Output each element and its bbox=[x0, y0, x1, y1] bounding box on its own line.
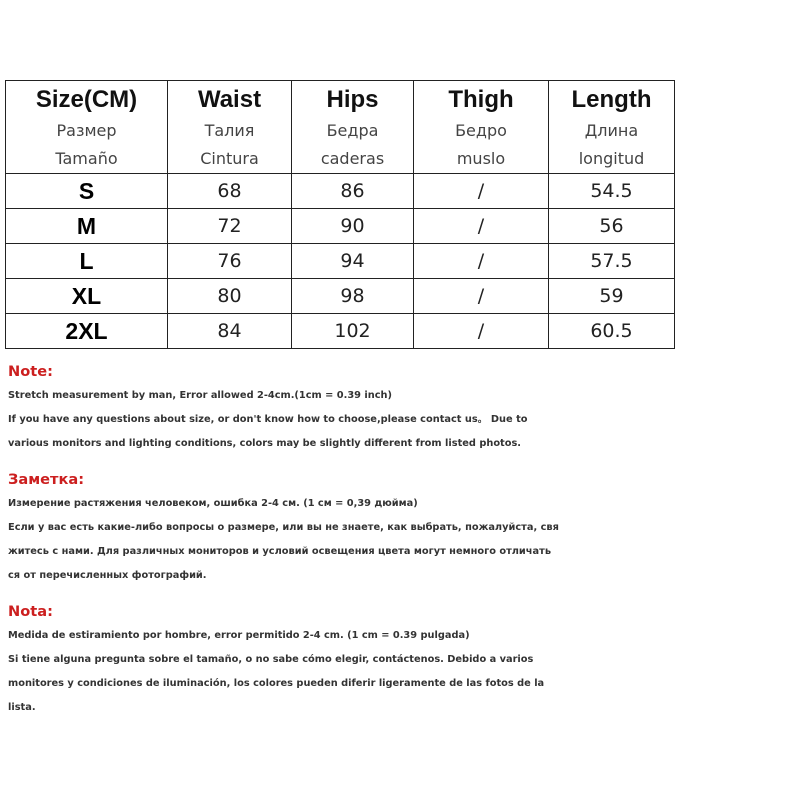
thigh-cell: / bbox=[414, 314, 549, 349]
note-russian bbox=[8, 468, 798, 588]
length-cell: 54.5 bbox=[549, 174, 675, 209]
waist-cell: 72 bbox=[168, 209, 292, 244]
size-cell: S bbox=[6, 174, 168, 209]
header-label-es: Tamaño bbox=[55, 149, 118, 168]
header-label: Thigh bbox=[448, 86, 514, 113]
note-line: ся от перечисленных фотографий. bbox=[8, 570, 207, 581]
note-line: monitores y condiciones de iluminación, los colores pueden diferir ligeramente de las fotos de la bbox=[8, 678, 545, 689]
header-label: Length bbox=[571, 86, 652, 113]
header-label-es: muslo bbox=[456, 149, 506, 168]
table-row bbox=[6, 314, 675, 349]
note-line: various monitors and lighting conditions, colors may be slightly different from listed photos. bbox=[8, 438, 522, 449]
size-chart-table bbox=[5, 80, 675, 349]
header-label-ru: Размер bbox=[56, 121, 117, 140]
length-cell: 60.5 bbox=[549, 314, 675, 349]
table-row bbox=[6, 244, 675, 279]
header-label-es: longitud bbox=[578, 149, 645, 168]
header-length bbox=[549, 81, 675, 174]
size-cell: M bbox=[6, 209, 168, 244]
notes-section bbox=[8, 360, 798, 732]
header-label: Waist bbox=[197, 86, 262, 113]
header-hips bbox=[292, 81, 414, 174]
header-label-ru: Бедра bbox=[326, 121, 379, 140]
header-label-es: caderas bbox=[320, 149, 385, 168]
hips-cell: 90 bbox=[292, 209, 414, 244]
hips-cell: 98 bbox=[292, 279, 414, 314]
note-line: Medida de estiramiento por hombre, error permitido 2-4 cm. (1 cm = 0.39 pulgada) bbox=[8, 630, 470, 641]
thigh-cell: / bbox=[414, 174, 549, 209]
note-line: Stretch measurement by man, Error allowed 2-4cm.(1cm = 0.39 inch) bbox=[8, 390, 392, 401]
hips-cell: 102 bbox=[292, 314, 414, 349]
note-line: Si tiene alguna pregunta sobre el tamaño, o no sabe cómo elegir, contáctenos. Debido a varios bbox=[8, 654, 534, 665]
header-label-ru: Длина bbox=[584, 121, 639, 140]
note-title: Nota: bbox=[8, 603, 53, 620]
header-thigh bbox=[414, 81, 549, 174]
size-cell: XL bbox=[6, 279, 168, 314]
note-english bbox=[8, 360, 798, 456]
thigh-cell: / bbox=[414, 209, 549, 244]
note-line: If you have any questions about size, or don't know how to choose,please contact us。 Due to bbox=[8, 414, 528, 425]
table-header-row bbox=[6, 81, 675, 174]
header-size bbox=[6, 81, 168, 174]
table-row bbox=[6, 209, 675, 244]
note-title: Заметка: bbox=[8, 471, 85, 488]
note-title: Note: bbox=[8, 363, 53, 380]
waist-cell: 76 bbox=[168, 244, 292, 279]
header-label: Hips bbox=[326, 86, 379, 113]
header-label-ru: Бедро bbox=[455, 121, 507, 140]
table-row bbox=[6, 279, 675, 314]
hips-cell: 86 bbox=[292, 174, 414, 209]
note-line: Если у вас есть какие-либо вопросы о размере, или вы не знаете, как выбрать, пожалуйста, свя bbox=[8, 522, 559, 533]
waist-cell: 84 bbox=[168, 314, 292, 349]
hips-cell: 94 bbox=[292, 244, 414, 279]
thigh-cell: / bbox=[414, 244, 549, 279]
length-cell: 59 bbox=[549, 279, 675, 314]
note-spanish bbox=[8, 600, 798, 720]
length-cell: 57.5 bbox=[549, 244, 675, 279]
table-row bbox=[6, 174, 675, 209]
length-cell: 56 bbox=[549, 209, 675, 244]
size-cell: L bbox=[6, 244, 168, 279]
size-cell: 2XL bbox=[6, 314, 168, 349]
note-line: Измерение растяжения человеком, ошибка 2-4 см. (1 см = 0,39 дюйма) bbox=[8, 498, 418, 509]
waist-cell: 68 bbox=[168, 174, 292, 209]
note-line: житесь с нами. Для различных мониторов и условий освещения цвета могут немного отличать bbox=[8, 546, 552, 557]
header-label-es: Cintura bbox=[200, 149, 259, 168]
note-line: lista. bbox=[8, 702, 36, 713]
header-label-ru: Талия bbox=[204, 121, 255, 140]
waist-cell: 80 bbox=[168, 279, 292, 314]
thigh-cell: / bbox=[414, 279, 549, 314]
header-label: Size(CM) bbox=[35, 86, 138, 113]
header-waist bbox=[168, 81, 292, 174]
